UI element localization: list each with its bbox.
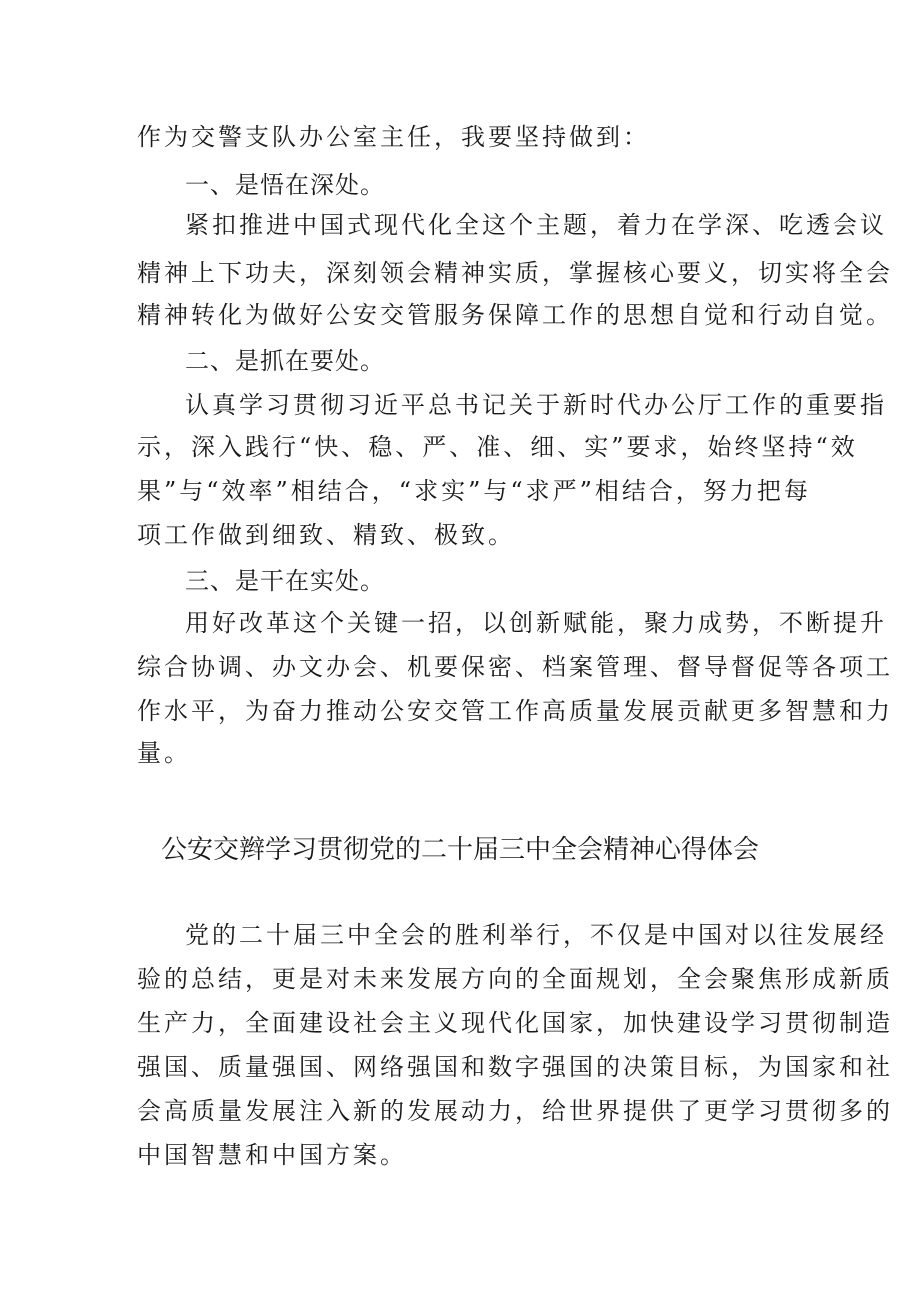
section-3-heading: 三、是干在实处。 [185, 567, 385, 595]
article-line-1: 党的二十届三中全会的胜利举行，不仅是中国对以往发展经 [185, 921, 887, 949]
section-3-line-1: 用好改革这个关键一招，以创新赋能，聚力成势，不断提升 [185, 609, 887, 637]
section-1-line-2: 精神上下功夫，深刻领会精神实质，掌握核心要义，切实将全会 [137, 259, 893, 287]
section-3-line-2: 综合协调、办文办会、机要保密、档案管理、督导督促等各项工 [137, 653, 893, 681]
intro-line: 作为交警支队办公室主任，我要坚持做到： [137, 123, 650, 151]
section-2-line-1: 认真学习贯彻习近平总书记关于新时代办公厅工作的重要指 [185, 391, 887, 419]
article-line-5: 会高质量发展注入新的发展动力，给世界提供了更学习贯彻多的 [137, 1097, 893, 1125]
section-2-line-4: 项工作做到细致、精致、极致。 [137, 521, 515, 549]
section-1-heading: 一、是悟在深处。 [185, 171, 385, 199]
section-1-line-1: 紧扣推进中国式现代化全这个主题，着力在学深、吃透会议 [185, 211, 887, 239]
article-title: 公安交辫学习贯彻党的二十届三中全会精神心得体会 [160, 835, 759, 865]
section-2-line-3: 果”与“效率”相结合，“求实”与“求严”相结合，努力把每 [137, 477, 811, 505]
section-2-heading: 二、是抓在要处。 [185, 347, 385, 375]
section-3-line-3: 作水平，为奋力推动公安交管工作高质量发展贡献更多智慧和力 [137, 697, 893, 725]
article-line-6: 中国智慧和中国方案。 [137, 1141, 407, 1169]
section-1-line-3: 精神转化为做好公安交管服务保障工作的思想自觉和行动自觉。 [137, 301, 893, 329]
section-3-line-4: 量。 [137, 739, 191, 767]
article-line-3: 生产力，全面建设社会主义现代化国家，加快建设学习贯彻制造 [137, 1009, 893, 1037]
section-2-line-2: 示，深入践行“快、稳、严、准、细、实”要求，始终坚持“效 [137, 433, 858, 461]
article-line-2: 验的总结，更是对未来发展方向的全面规划，全会聚焦形成新质 [137, 965, 893, 993]
article-line-4: 强国、质量强国、网络强国和数字强国的决策目标，为国家和社 [137, 1053, 893, 1081]
